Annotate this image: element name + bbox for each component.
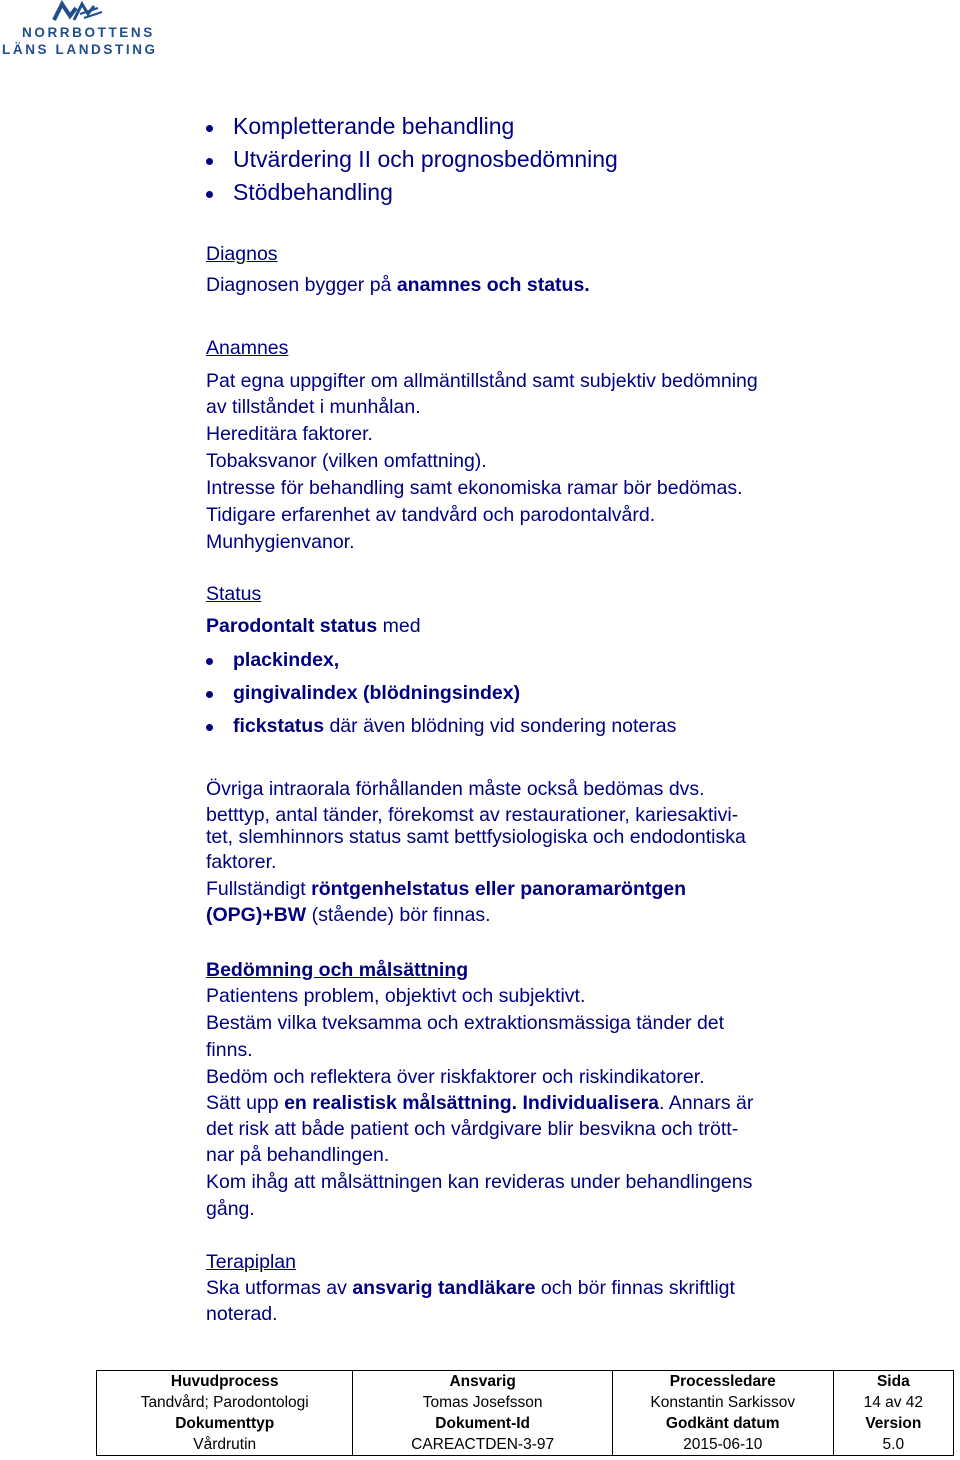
- status-xray-line: Fullständigt röntgenhelstatus eller panoramaröntgen: [206, 878, 687, 900]
- list-item: gingivalindex (blödningsindex): [233, 680, 520, 706]
- terapiplan-line-2: noterad.: [206, 1303, 278, 1325]
- status-line: betttyp, antal tänder, förekomst av restaurationer, kariesaktivi-: [206, 804, 739, 826]
- status-intro: Parodontalt status med: [206, 615, 421, 637]
- bedomning-heading: Bedömning och målsättning: [206, 959, 469, 981]
- diagnos-text: Diagnosen bygger på anamnes och status.: [206, 274, 590, 296]
- anamnes-line: Tobaksvanor (vilken omfattning).: [206, 450, 487, 472]
- bedomning-line: finns.: [206, 1039, 253, 1061]
- anamnes-line: Hereditära faktorer.: [206, 423, 373, 445]
- anamnes-line: Intresse för behandling samt ekonomiska ramar bör bedömas.: [206, 477, 743, 499]
- norrbottens-logo: [0, 0, 170, 64]
- logo-line-1: NORRBOTTENS: [22, 25, 155, 40]
- logo-mark-icon: [40, 0, 110, 24]
- bullet-icon: [206, 125, 213, 132]
- list-item: Utvärdering II och prognosbedömning: [233, 146, 618, 172]
- bedomning-line: Bestäm vilka tveksamma och extraktionsmässiga tänder det: [206, 1012, 725, 1034]
- status-line: tet, slemhinnors status samt bettfysiologiska och endodontiska: [206, 826, 746, 848]
- status-heading: Status: [206, 583, 262, 605]
- bullet-icon: [206, 158, 213, 165]
- terapiplan-line: Ska utformas av ansvarig tandläkare och bör finnas skriftligt: [206, 1277, 735, 1299]
- anamnes-line: Pat egna uppgifter om allmäntillstånd samt subjektiv bedömning: [206, 370, 758, 392]
- anamnes-heading: Anamnes: [206, 337, 289, 359]
- status-line: Övriga intraorala förhållanden måste också bedömas dvs.: [206, 778, 705, 800]
- bedomning-line: det risk att både patient och vårdgivare blir besvikna och trött-: [206, 1118, 739, 1140]
- terapiplan-heading: Terapiplan: [206, 1251, 296, 1273]
- logo-line-2: LÄNS LANDSTING: [2, 42, 158, 57]
- footer-cell-huvudprocess: Huvudprocess Tandvård; Parodontologi Dokumenttyp Vårdrutin: [97, 1371, 353, 1456]
- bedomning-line: Bedöm och reflektera över riskfaktorer och riskindikatorer.: [206, 1066, 705, 1088]
- bedomning-line: nar på behandlingen.: [206, 1144, 390, 1166]
- status-xray-line-2: (OPG)+BW (stående) bör finnas.: [206, 904, 491, 926]
- footer-cell-processledare: Processledare Konstantin Sarkissov Godkänt datum 2015-06-10: [612, 1371, 833, 1456]
- bedomning-line: Patientens problem, objektivt och subjektivt.: [206, 985, 586, 1007]
- bedomning-line: Kom ihåg att målsättningen kan revideras under behandlingens: [206, 1171, 753, 1193]
- list-item: fickstatus där även blödning vid sondering noteras: [233, 713, 676, 739]
- anamnes-line: Munhygienvanor.: [206, 531, 355, 553]
- footer-cell-ansvarig: Ansvarig Tomas Josefsson Dokument-Id CAREACTDEN-3-97: [353, 1371, 612, 1456]
- bedomning-line: gång.: [206, 1198, 255, 1220]
- document-footer-table: [96, 1370, 954, 1456]
- list-item: plackindex,: [233, 647, 339, 673]
- anamnes-line: av tillståndet i munhålan.: [206, 396, 421, 418]
- bullet-icon: [206, 191, 213, 198]
- list-item: Kompletterande behandling: [233, 113, 514, 139]
- bedomning-goal-line: Sätt upp en realistisk målsättning. Individualisera. Annars är: [206, 1092, 754, 1114]
- list-item: Stödbehandling: [233, 179, 393, 205]
- diagnos-heading: Diagnos: [206, 243, 278, 265]
- footer-cell-sida: Sida 14 av 42 Version 5.0: [833, 1371, 953, 1456]
- bullet-icon: [206, 724, 213, 731]
- anamnes-line: Tidigare erfarenhet av tandvård och parodontalvård.: [206, 504, 656, 526]
- bullet-icon: [206, 691, 213, 698]
- bullet-icon: [206, 658, 213, 665]
- status-line: faktorer.: [206, 851, 277, 873]
